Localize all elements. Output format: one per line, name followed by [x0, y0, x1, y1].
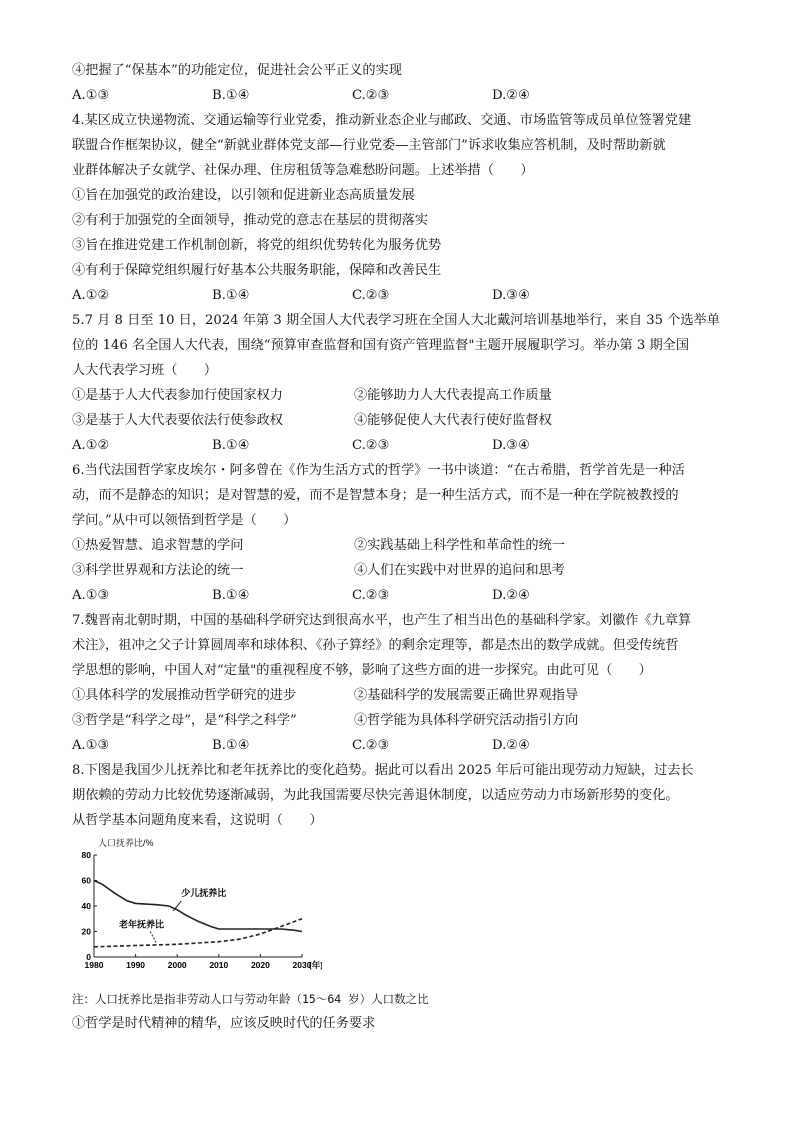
q6-item-2: ②实践基础上科学性和革命性的统一: [354, 538, 565, 553]
y-tick-label: 40: [81, 901, 91, 911]
q7-stem-line: 7.魏晋南北朝时期，中国的基础科学研究达到很高水平，也产生了相当出色的基础科学家。刘徽作《九章算: [72, 613, 692, 628]
q4-item-4: ④有利于保障党组织履行好基本公共服务职能，保障和改善民生: [72, 263, 442, 278]
q4-option-d[interactable]: D.③④: [492, 288, 530, 303]
q5-option-a[interactable]: A.①②: [72, 438, 110, 453]
y-tick-label: 60: [81, 875, 91, 886]
q3-item-4: ④把握了“保基本”的功能定位，促进社会公平正义的实现: [72, 63, 402, 78]
y-tick-label: 0: [86, 952, 91, 962]
q4-stem-line: 联盟合作框架协议，健全“新就业群体党支部—行业党委—主管部门”诉求收集应答机制，及时帮助新就: [72, 138, 666, 153]
q7-option-c[interactable]: C.②③: [352, 738, 390, 753]
q5-item-3: ③是基于人大代表要依法行使参政权: [72, 413, 283, 428]
q4-item-3: ③旨在推进党建工作机制创新，将党的组织优势转化为服务优势: [72, 238, 442, 253]
q8-item-1: ①哲学是时代精神的精华，应该反映时代的任务要求: [72, 1016, 376, 1031]
x-tick-label: 2030: [292, 960, 312, 970]
q8-stem-line: 期依赖的劳动力比较优势逐渐减弱，为此我国需要尽快完善退休制度，以适应劳动力市场新形势的变化。: [72, 788, 679, 803]
q3-option-d[interactable]: D.②④: [492, 88, 530, 103]
q5-item-4: ④能够促使人大代表行使好监督权: [354, 413, 552, 428]
x-tick-label: 2010: [209, 960, 229, 970]
q3-options: [72, 83, 722, 108]
q7-options: [72, 733, 722, 758]
q5-stem-line: 位的 146 名全国人大代表，围绕“预算审查监督和国有资产管理监督"主题开展履职学习。举办第 3 期全国: [72, 338, 690, 353]
q6-item-1: ①热爱智慧、追求智慧的学问: [72, 538, 244, 553]
q4-stem-line: 4.某区成立快递物流、交通运输等行业党委，推动新业态企业与邮政、交通、市场监管等成员单位签署党建: [72, 113, 692, 128]
q3-option-b[interactable]: B.①④: [212, 88, 250, 103]
q6-stem-line: 6.当代法国哲学家皮埃尔・阿多曾在《作为生活方式的哲学》一书中谈道：“在古希腊，哲学首先是一种活: [72, 463, 685, 478]
q4-option-a[interactable]: A.①②: [72, 288, 110, 303]
q3-option-c[interactable]: C.②③: [352, 88, 390, 103]
q8-stem-line: 从哲学基本问题角度来看，这说明（ ）: [72, 813, 323, 828]
y-tick-label: 80: [81, 850, 91, 860]
q7-option-a[interactable]: A.①③: [72, 738, 110, 753]
q5-option-c[interactable]: C.②③: [352, 438, 390, 453]
q4-item-2: ②有利于加强党的全面领导，推动党的意志在基层的贯彻落实: [72, 213, 429, 228]
dependency-ratio-chart: [72, 837, 722, 987]
q5-item-1: ①是基于人大代表参加行使国家权力: [72, 388, 283, 403]
q5-items-row: [72, 408, 722, 433]
q8-stem-line: 8.下图是我国少儿抚养比和老年抚养比的变化趋势。据此可以看出 2025 年后可能出现劳动力短缺，过去长: [72, 763, 694, 778]
q5-options: [72, 433, 722, 458]
series-label-elderly: 老年抚养比: [118, 919, 164, 930]
series-label-leader: [150, 932, 156, 943]
q4-options: [72, 283, 722, 308]
exam-page: [72, 58, 722, 1036]
x-tick-label: 2000: [167, 960, 187, 970]
x-tick-label: 1990: [126, 960, 146, 970]
q7-stem-line: 学思想的影响，中国人对“定量"的重视程度不够，影响了这些方面的进一步探究。由此可见（ ）: [72, 663, 652, 678]
q4-stem-line: 业群体解决子女就学、社保办理、住房租赁等急难愁盼问题。上述举措（ ）: [72, 163, 534, 178]
q6-option-a[interactable]: A.①③: [72, 588, 110, 603]
q6-option-d[interactable]: D.②④: [492, 588, 530, 603]
q7-item-3: ③哲学是“科学之母”，是“科学之科学”: [72, 713, 297, 728]
q7-option-d[interactable]: D.②④: [492, 738, 530, 753]
y-axis-label: 人口抚养比/%: [98, 838, 154, 848]
q7-items-row: [72, 708, 722, 733]
q7-item-2: ②基础科学的发展需要正确世界观指导: [354, 688, 579, 703]
q6-stem-line: 动，而不是静态的知识；是对智慧的爱，而不是智慧本身；是一种生活方式，而不是一种在学院被教授的: [72, 488, 679, 503]
q6-stem-line: 学问。”从中可以领悟到哲学是（ ）: [72, 513, 297, 528]
q4-option-b[interactable]: B.①④: [212, 288, 250, 303]
x-tick-label: 1980: [84, 960, 104, 970]
dependency-ratio-chart-svg: [72, 837, 322, 987]
q6-items-row: [72, 558, 722, 583]
q7-item-1: ①具体科学的发展推动哲学研究的进步: [72, 688, 297, 703]
q6-option-c[interactable]: C.②③: [352, 588, 390, 603]
q3-option-a[interactable]: A.①③: [72, 88, 110, 103]
q7-items-row: [72, 683, 722, 708]
x-axis-label: (年): [308, 960, 322, 970]
q6-options: [72, 583, 722, 608]
q5-stem-line: 5.7 月 8 日至 10 日，2024 年第 3 期全国人大代表学习班在全国人大北戴河培训基地举行，来自 35 个选举单: [72, 313, 720, 328]
x-tick-label: 2020: [250, 960, 270, 970]
q4-option-c[interactable]: C.②③: [352, 288, 390, 303]
q5-option-d[interactable]: D.③④: [492, 438, 530, 453]
q7-stem-line: 术注》，祖冲之父子计算圆周率和球体积、《孙子算经》的剩余定理等，都是杰出的数学成就。但受传统哲: [72, 638, 679, 653]
q6-item-3: ③科学世界观和方法论的统一: [72, 563, 244, 578]
y-tick-label: 20: [81, 926, 91, 937]
chart-note: 注：人口抚养比是指非劳动人口与劳动年龄（15～64 岁）人口数之比: [72, 992, 429, 1006]
q6-item-4: ④人们在实践中对世界的追问和思考: [354, 563, 565, 578]
series-label-child: 少儿抚养比: [181, 887, 227, 898]
q4-item-1: ①旨在加强党的政治建设，以引领和促进新业态高质量发展: [72, 188, 415, 203]
q5-item-2: ②能够助力人大代表提高工作质量: [354, 388, 552, 403]
q5-option-b[interactable]: B.①④: [212, 438, 250, 453]
q7-option-b[interactable]: B.①④: [212, 738, 250, 753]
q6-option-b[interactable]: B.①④: [212, 588, 250, 603]
q6-items-row: [72, 533, 722, 558]
q7-item-4: ④哲学能为具体科学研究活动指引方向: [354, 713, 579, 728]
q5-stem-line: 人大代表学习班（ ）: [72, 363, 218, 378]
q5-items-row: [72, 383, 722, 408]
